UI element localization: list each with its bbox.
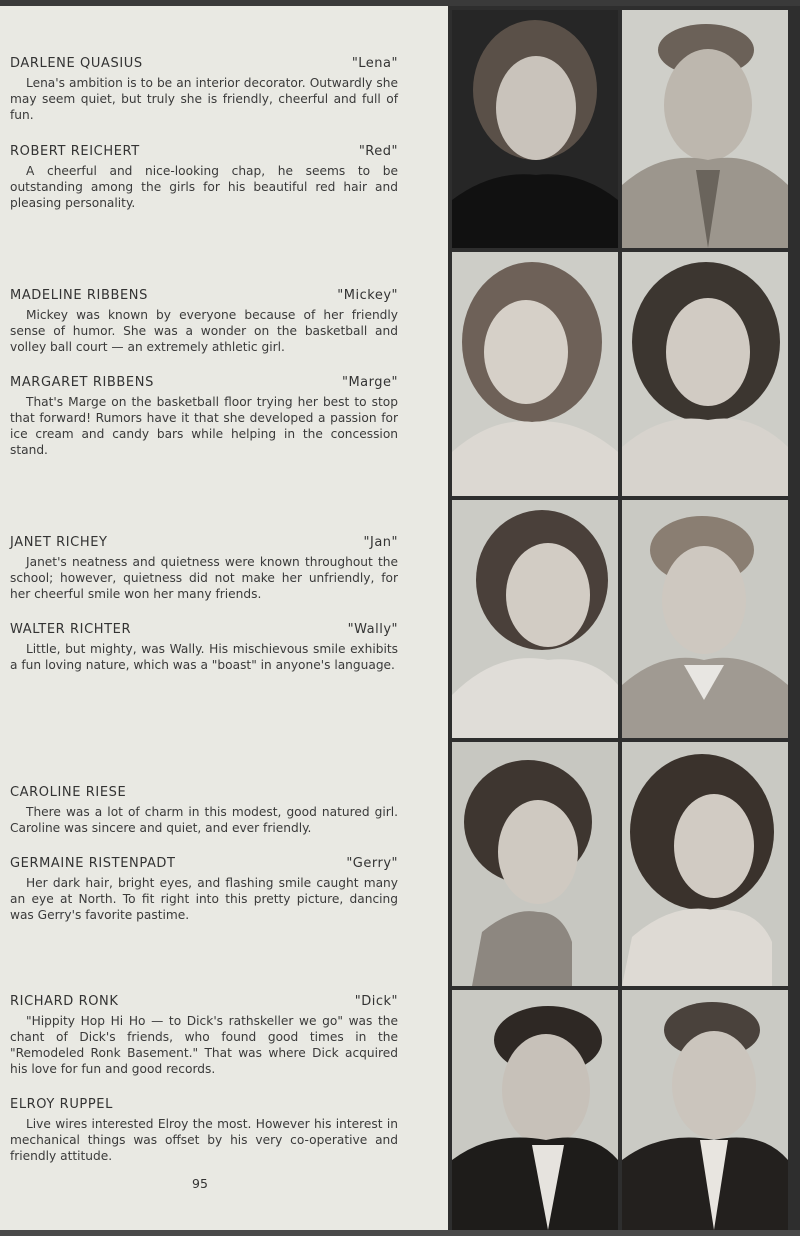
student-nickname: "Wally": [347, 622, 398, 637]
entry-janet-richey: [10, 535, 398, 602]
student-name: MARGARET RIBBENS: [10, 375, 154, 390]
portrait-silhouette: [452, 990, 618, 1230]
portrait-madeline-ribbens: [452, 252, 618, 496]
portrait-silhouette: [622, 500, 788, 738]
student-nickname: "Lena": [351, 56, 398, 71]
student-name: WALTER RICHTER: [10, 622, 132, 637]
portrait-silhouette: [622, 10, 788, 248]
student-name: JANET RICHEY: [10, 535, 108, 550]
student-name: MADELINE RIBBENS: [10, 288, 148, 303]
portrait-silhouette: [452, 742, 618, 986]
portrait-germaine-ristenpadt: [622, 742, 788, 986]
entry-caroline-riese: [10, 785, 398, 836]
student-name: ELROY RUPPEL: [10, 1097, 113, 1112]
portrait-walter-richter: [622, 500, 788, 738]
entry-elroy-ruppel: [10, 1097, 398, 1164]
portrait-silhouette: [622, 252, 788, 496]
entry-madeline-ribbens: [10, 288, 398, 355]
portrait-silhouette: [622, 990, 788, 1230]
student-description: "Hippity Hop Hi Ho — to Dick's rathskeller we go" was the chant of Dick's friends, who found good times in the "Remodeled Ronk Basement." That was where Dick acquired his love for fun and good records.: [10, 1014, 398, 1076]
portrait-margaret-ribbens: [622, 252, 788, 496]
student-nickname: "Jan": [363, 535, 398, 550]
entry-robert-reichert: [10, 144, 398, 211]
portrait-richard-ronk: [452, 990, 618, 1230]
student-description: That's Marge on the basketball floor trying her best to stop that forward! Rumors have it that she developed a passion for ice cream and candy bars while helping in the concession stand.: [10, 395, 398, 457]
bottom-edge: [0, 1230, 800, 1236]
student-nickname: "Marge": [341, 375, 398, 390]
student-name: DARLENE QUASIUS: [10, 56, 143, 71]
portrait-elroy-ruppel: [622, 990, 788, 1230]
student-nickname: "Red": [358, 144, 398, 159]
student-description: Live wires interested Elroy the most. However his interest in mechanical things was offset by his very co-operative and friendly attitude.: [10, 1117, 398, 1163]
entry-germaine-ristenpadt: [10, 856, 398, 923]
student-nickname: "Mickey": [337, 288, 398, 303]
portrait-caroline-riese: [452, 742, 618, 986]
student-description: Little, but mighty, was Wally. His mischievous smile exhibits a fun loving nature, which was a "boast" in anyone's language.: [10, 642, 398, 672]
student-description: A cheerful and nice-looking chap, he seems to be outstanding among the girls for his beautiful red hair and pleasing personality.: [10, 164, 398, 210]
student-nickname: "Dick": [354, 994, 398, 1009]
student-description: Her dark hair, bright eyes, and flashing smile caught many an eye at North. To fit right into this pretty picture, dancing was Gerry's favorite pastime.: [10, 876, 398, 922]
student-name: CAROLINE RIESE: [10, 785, 127, 800]
student-name: GERMAINE RISTENPADT: [10, 856, 176, 871]
portrait-silhouette: [452, 252, 618, 496]
photo-column: [448, 6, 800, 1230]
yearbook-page: [0, 6, 800, 1230]
page-number: 95: [192, 1176, 208, 1191]
entry-margaret-ribbens: [10, 375, 398, 458]
student-description: Mickey was known by everyone because of her friendly sense of humor. She was a wonder on the basketball and volley ball court — an extremely athletic girl.: [10, 308, 398, 354]
student-description: Janet's neatness and quietness were known throughout the school; however, quietness did not make her unfriendly, for her cheerful smile won her many friends.: [10, 555, 398, 601]
portrait-silhouette: [452, 10, 618, 248]
portrait-silhouette: [622, 742, 788, 986]
student-description: There was a lot of charm in this modest, good natured girl. Caroline was sincere and quiet, and ever friendly.: [10, 805, 398, 835]
portrait-darlene-quasius: [452, 10, 618, 248]
portrait-janet-richey: [452, 500, 618, 738]
text-column: [0, 6, 440, 1230]
portrait-robert-reichert: [622, 10, 788, 248]
student-name: RICHARD RONK: [10, 994, 119, 1009]
student-description: Lena's ambition is to be an interior decorator. Outwardly she may seem quiet, but truly she is friendly, cheerful and full of fun.: [10, 76, 398, 122]
entry-richard-ronk: [10, 994, 398, 1077]
entry-walter-richter: [10, 622, 398, 673]
student-name: ROBERT REICHERT: [10, 144, 140, 159]
entry-darlene-quasius: [10, 56, 398, 123]
portrait-silhouette: [452, 500, 618, 738]
student-nickname: "Gerry": [346, 856, 398, 871]
